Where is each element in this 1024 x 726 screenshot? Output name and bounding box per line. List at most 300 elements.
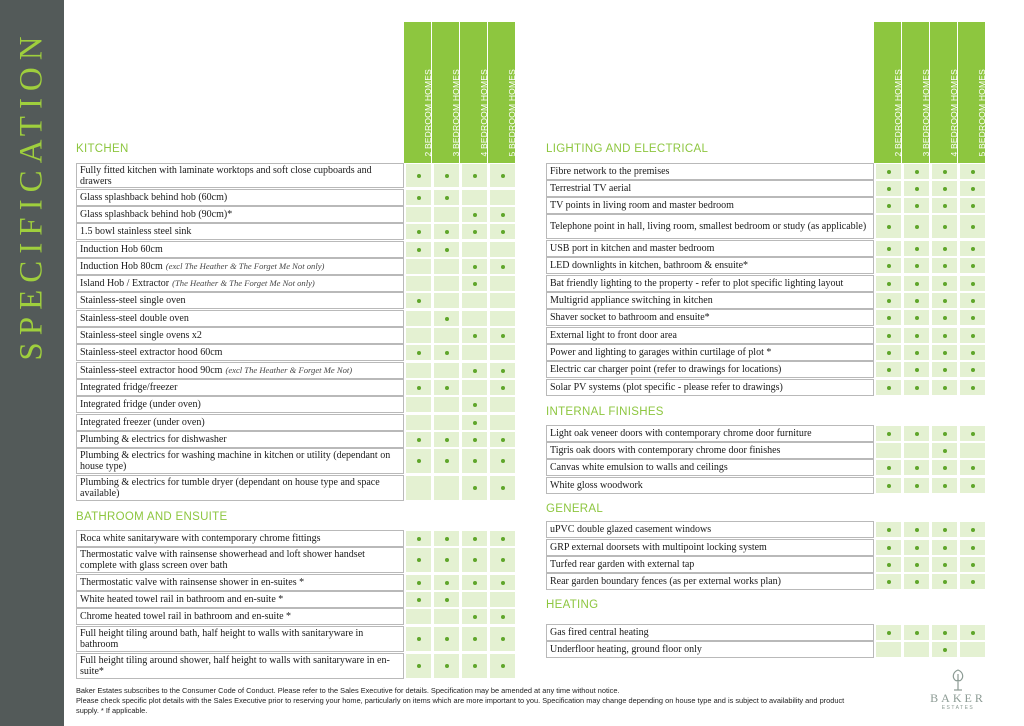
table-row [546, 459, 986, 476]
row-label [546, 573, 874, 590]
table-row [546, 379, 986, 396]
included-dot-icon [461, 258, 488, 275]
row-label [76, 379, 404, 396]
row-label-text: Gas fired central heating [550, 627, 649, 638]
column-header-label: 2 BEDROOM HOMES [422, 69, 433, 157]
table-row [546, 361, 986, 378]
empty-cell [489, 241, 516, 258]
row-label-text: Induction Hob 80cm [80, 261, 163, 272]
column-header-group [404, 22, 516, 163]
row-label-note: (excl The Heather & The Forget Me Not only) [165, 261, 325, 271]
row-label [546, 257, 874, 274]
included-dot-icon [931, 477, 958, 494]
table-row [76, 414, 516, 431]
row-label-text: TV points in living room and master bedroom [550, 200, 734, 211]
row-label-text: Chrome heated towel rail in bathroom and en-suite * [80, 611, 292, 622]
section-title: KITCHEN [76, 143, 129, 155]
table-row [76, 163, 516, 188]
included-dot-icon [461, 223, 488, 240]
included-dot-icon [959, 240, 986, 257]
included-dot-icon [931, 539, 958, 556]
column-header-label: 4 BEDROOM HOMES [948, 69, 959, 157]
empty-cell [433, 475, 460, 501]
row-label [76, 223, 404, 240]
included-dot-icon [405, 591, 432, 608]
row-label-text: Tigris oak doors with contemporary chrome door finishes [550, 445, 781, 456]
row-label-text: Shaver socket to bathroom and ensuite* [550, 312, 710, 323]
table-row [76, 653, 516, 679]
included-dot-icon [875, 379, 902, 396]
column-header-label: 4 BEDROOM HOMES [478, 69, 489, 157]
included-dot-icon [959, 197, 986, 214]
table-row [546, 327, 986, 344]
included-dot-icon [875, 292, 902, 309]
included-dot-icon [931, 197, 958, 214]
row-label-text: Thermostatic valve with rainsense shower in en-suites * [80, 577, 305, 588]
footer-line-2: Please check specific plot details with the Sales Executive prior to reserving your home, particularly on items which are more important to you. Specification may change depending on house type and is subject to availability and product supply. * If applicable. [76, 696, 845, 715]
section-title: HEATING [546, 599, 599, 611]
row-label-text: LED downlights in kitchen, bathroom & ensuite* [550, 260, 749, 271]
included-dot-icon [875, 197, 902, 214]
empty-cell [405, 475, 432, 501]
empty-cell [433, 292, 460, 309]
row-label [546, 309, 874, 326]
included-dot-icon [931, 309, 958, 326]
included-dot-icon [903, 275, 930, 292]
included-dot-icon [489, 547, 516, 573]
included-dot-icon [931, 379, 958, 396]
table-row [76, 344, 516, 361]
empty-cell [405, 608, 432, 625]
included-dot-icon [903, 425, 930, 442]
table-row [76, 396, 516, 413]
row-label-text: GRP external doorsets with multipoint locking system [550, 542, 767, 553]
included-dot-icon [461, 547, 488, 573]
included-dot-icon [489, 206, 516, 223]
included-dot-icon [433, 379, 460, 396]
table-row [546, 309, 986, 326]
empty-cell [433, 275, 460, 292]
column-header-label: 3 BEDROOM HOMES [450, 69, 461, 157]
empty-cell [433, 206, 460, 223]
included-dot-icon [461, 362, 488, 379]
empty-cell [405, 206, 432, 223]
included-dot-icon [875, 556, 902, 573]
empty-cell [489, 275, 516, 292]
table-row [546, 197, 986, 214]
included-dot-icon [489, 431, 516, 448]
row-label [546, 361, 874, 378]
row-label [76, 241, 404, 258]
row-label-text: Plumbing & electrics for washing machine in kitchen or utility (dependant on house type) [80, 450, 391, 472]
footer-line-1: Baker Estates subscribes to the Consumer Code of Conduct. Please refer to the Sales Executive for details. Specification may be amended at any time without notice. [76, 686, 620, 695]
included-dot-icon [903, 214, 930, 239]
included-dot-icon [875, 521, 902, 538]
section-title: BATHROOM AND ENSUITE [76, 511, 228, 523]
row-label-text: White heated towel rail in bathroom and en-suite * [80, 594, 284, 605]
row-label-text: Induction Hob 60cm [80, 244, 163, 255]
row-label-text: 1.5 bowl stainless steel sink [80, 226, 192, 237]
empty-cell [433, 327, 460, 344]
row-label-text: Multigrid appliance switching in kitchen [550, 295, 713, 306]
included-dot-icon [931, 180, 958, 197]
included-dot-icon [461, 414, 488, 431]
included-dot-icon [405, 163, 432, 188]
empty-cell [405, 327, 432, 344]
included-dot-icon [959, 309, 986, 326]
row-label [546, 539, 874, 556]
row-label [76, 396, 404, 413]
row-label [546, 641, 874, 658]
table-row [76, 608, 516, 625]
included-dot-icon [405, 626, 432, 652]
included-dot-icon [875, 327, 902, 344]
row-label [76, 626, 404, 652]
row-label-text: Full height tiling around bath, half height to walls with sanitaryware in bathroom [80, 628, 364, 650]
row-label [76, 206, 404, 223]
included-dot-icon [903, 309, 930, 326]
section-title: INTERNAL FINISHES [546, 406, 664, 418]
included-dot-icon [931, 573, 958, 590]
row-label-text: Fully fitted kitchen with laminate worktops and soft close cupboards and drawers [80, 164, 372, 187]
included-dot-icon [959, 573, 986, 590]
empty-cell [433, 258, 460, 275]
column-header [432, 22, 459, 163]
included-dot-icon [405, 431, 432, 448]
row-label-text: Terrestrial TV aerial [550, 183, 632, 194]
included-dot-icon [931, 257, 958, 274]
logo-name: BAKER [930, 691, 986, 705]
row-label-text: Thermostatic valve with rainsense showerhead and loft shower handset complete with glass screen over bath [80, 549, 365, 571]
row-label [546, 240, 874, 257]
included-dot-icon [489, 653, 516, 679]
included-dot-icon [959, 521, 986, 538]
row-label-text: Plumbing & electrics for tumble dryer (dependant on house type and space available) [80, 477, 380, 499]
included-dot-icon [875, 309, 902, 326]
row-label-text: White gloss woodwork [550, 480, 643, 491]
row-label [76, 431, 404, 448]
row-label-text: Roca white sanitaryware with contemporary chrome fittings [80, 533, 321, 544]
row-label-text: Stainless-steel double oven [80, 313, 189, 324]
included-dot-icon [903, 163, 930, 180]
table-row [546, 573, 986, 590]
included-dot-icon [903, 257, 930, 274]
included-dot-icon [433, 163, 460, 188]
empty-cell [461, 189, 488, 206]
column-header [930, 22, 957, 163]
included-dot-icon [931, 425, 958, 442]
table-row [546, 163, 986, 180]
row-label [546, 197, 874, 214]
included-dot-icon [903, 459, 930, 476]
included-dot-icon [489, 530, 516, 547]
table-row [76, 547, 516, 573]
table-row [76, 475, 516, 501]
empty-cell [461, 591, 488, 608]
included-dot-icon [959, 624, 986, 641]
included-dot-icon [903, 327, 930, 344]
row-label-text: Power and lighting to garages within curtilage of plot * [550, 347, 772, 358]
included-dot-icon [959, 425, 986, 442]
empty-cell [489, 310, 516, 327]
row-label [76, 189, 404, 206]
row-label-text: Electric car charger point (refer to drawings for locations) [550, 364, 782, 375]
row-label-text: Light oak veneer doors with contemporary chrome door furniture [550, 428, 812, 439]
row-label [76, 258, 404, 275]
row-label [76, 163, 404, 188]
empty-cell [489, 344, 516, 361]
included-dot-icon [461, 448, 488, 474]
empty-cell [489, 396, 516, 413]
row-label-text: Full height tiling around shower, half height to walls with sanitaryware in en-suite* [80, 655, 390, 677]
included-dot-icon [931, 275, 958, 292]
included-dot-icon [461, 396, 488, 413]
row-label [76, 448, 404, 474]
included-dot-icon [433, 448, 460, 474]
included-dot-icon [875, 344, 902, 361]
row-label [546, 425, 874, 442]
included-dot-icon [875, 240, 902, 257]
column-header-label: 3 BEDROOM HOMES [920, 69, 931, 157]
sidebar-title: SPECIFICATION [13, 29, 50, 361]
row-label-text: Bat friendly lighting to the property - refer to plot specific lighting layout [550, 278, 844, 289]
included-dot-icon [433, 241, 460, 258]
table-row [546, 257, 986, 274]
empty-cell [903, 442, 930, 459]
table-row [546, 641, 986, 658]
table-row [546, 292, 986, 309]
included-dot-icon [875, 573, 902, 590]
section-title: LIGHTING AND ELECTRICAL [546, 143, 709, 155]
included-dot-icon [903, 292, 930, 309]
included-dot-icon [875, 425, 902, 442]
column-header [874, 22, 901, 163]
included-dot-icon [405, 223, 432, 240]
row-label [76, 653, 404, 679]
included-dot-icon [489, 223, 516, 240]
table-row [546, 275, 986, 292]
empty-cell [489, 292, 516, 309]
included-dot-icon [875, 624, 902, 641]
included-dot-icon [405, 448, 432, 474]
row-label-text: External light to front door area [550, 330, 677, 341]
row-label [546, 327, 874, 344]
row-label-text: Telephone point in hall, living room, smallest bedroom or study (as applicable) [550, 221, 867, 232]
included-dot-icon [461, 608, 488, 625]
row-label [546, 379, 874, 396]
included-dot-icon [903, 573, 930, 590]
included-dot-icon [405, 574, 432, 591]
row-label [76, 344, 404, 361]
included-dot-icon [405, 292, 432, 309]
included-dot-icon [433, 530, 460, 547]
table-row [546, 180, 986, 197]
table-row [546, 344, 986, 361]
row-label [546, 163, 874, 180]
column-header [404, 22, 431, 163]
empty-cell [875, 641, 902, 658]
table-row [546, 556, 986, 573]
included-dot-icon [405, 189, 432, 206]
included-dot-icon [931, 641, 958, 658]
row-label-text: Integrated fridge (under oven) [80, 399, 201, 410]
empty-cell [461, 344, 488, 361]
included-dot-icon [959, 539, 986, 556]
row-label-text: Island Hob / Extractor [80, 278, 170, 289]
table-row [76, 223, 516, 240]
row-label [76, 591, 404, 608]
included-dot-icon [875, 459, 902, 476]
included-dot-icon [433, 574, 460, 591]
included-dot-icon [433, 547, 460, 573]
included-dot-icon [405, 344, 432, 361]
column-header-label: 2 BEDROOM HOMES [892, 69, 903, 157]
row-label [546, 459, 874, 476]
empty-cell [433, 362, 460, 379]
included-dot-icon [489, 608, 516, 625]
included-dot-icon [903, 344, 930, 361]
included-dot-icon [461, 574, 488, 591]
row-label-text: Rear garden boundary fences (as per external works plan) [550, 576, 782, 587]
row-label-text: Stainless-steel single ovens x2 [80, 330, 202, 341]
included-dot-icon [489, 626, 516, 652]
row-label [546, 477, 874, 494]
included-dot-icon [931, 459, 958, 476]
row-label-text: Integrated freezer (under oven) [80, 417, 205, 428]
table-row [76, 327, 516, 344]
included-dot-icon [461, 626, 488, 652]
included-dot-icon [875, 163, 902, 180]
included-dot-icon [931, 361, 958, 378]
included-dot-icon [959, 379, 986, 396]
table-row [76, 258, 516, 275]
row-label [546, 275, 874, 292]
empty-cell [489, 414, 516, 431]
row-label [76, 530, 404, 547]
included-dot-icon [959, 214, 986, 239]
baker-estates-logo [918, 668, 998, 711]
row-label-text: Underfloor heating, ground floor only [550, 644, 702, 655]
included-dot-icon [903, 180, 930, 197]
empty-cell [405, 414, 432, 431]
row-label [76, 292, 404, 309]
included-dot-icon [903, 477, 930, 494]
included-dot-icon [461, 431, 488, 448]
empty-cell [405, 396, 432, 413]
included-dot-icon [959, 163, 986, 180]
column-header-label: 5 BEDROOM HOMES [976, 69, 987, 157]
row-label [76, 362, 404, 379]
included-dot-icon [489, 258, 516, 275]
row-label [76, 310, 404, 327]
included-dot-icon [931, 521, 958, 538]
included-dot-icon [461, 653, 488, 679]
empty-cell [405, 258, 432, 275]
empty-cell [875, 442, 902, 459]
included-dot-icon [959, 327, 986, 344]
row-label-text: Fibre network to the premises [550, 166, 670, 177]
row-label [76, 574, 404, 591]
table-row [546, 521, 986, 538]
included-dot-icon [405, 530, 432, 547]
row-label-text: Turfed rear garden with external tap [550, 559, 695, 570]
row-label [546, 214, 874, 239]
table-row [76, 189, 516, 206]
column-header [488, 22, 515, 163]
included-dot-icon [489, 362, 516, 379]
included-dot-icon [405, 653, 432, 679]
column-header-label: 5 BEDROOM HOMES [506, 69, 517, 157]
tree-logo-icon [947, 668, 969, 692]
included-dot-icon [489, 574, 516, 591]
included-dot-icon [931, 344, 958, 361]
empty-cell [489, 189, 516, 206]
sidebar [0, 0, 64, 726]
included-dot-icon [931, 214, 958, 239]
row-label-text: uPVC double glazed casement windows [550, 524, 712, 535]
row-label [76, 547, 404, 573]
included-dot-icon [959, 257, 986, 274]
included-dot-icon [931, 163, 958, 180]
table-row [76, 292, 516, 309]
included-dot-icon [959, 459, 986, 476]
included-dot-icon [903, 556, 930, 573]
column-header [460, 22, 487, 163]
empty-cell [959, 442, 986, 459]
included-dot-icon [405, 379, 432, 396]
included-dot-icon [875, 477, 902, 494]
table-row [76, 574, 516, 591]
table-row [76, 275, 516, 292]
included-dot-icon [959, 275, 986, 292]
row-label [76, 475, 404, 501]
row-label-text: Plumbing & electrics for dishwasher [80, 434, 227, 445]
empty-cell [405, 310, 432, 327]
included-dot-icon [875, 539, 902, 556]
included-dot-icon [433, 591, 460, 608]
included-dot-icon [433, 344, 460, 361]
row-label-text: Glass splashback behind hob (60cm) [80, 192, 228, 203]
table-row [76, 591, 516, 608]
included-dot-icon [433, 653, 460, 679]
table-row [76, 379, 516, 396]
row-label-text: Integrated fridge/freezer [80, 382, 178, 393]
included-dot-icon [875, 275, 902, 292]
row-label [546, 556, 874, 573]
table-row [76, 310, 516, 327]
included-dot-icon [461, 327, 488, 344]
table-row [546, 442, 986, 459]
section-title: GENERAL [546, 503, 604, 515]
table-row [76, 241, 516, 258]
included-dot-icon [931, 556, 958, 573]
table-row [76, 530, 516, 547]
included-dot-icon [903, 624, 930, 641]
included-dot-icon [903, 521, 930, 538]
included-dot-icon [875, 214, 902, 239]
table-row [76, 362, 516, 379]
included-dot-icon [903, 197, 930, 214]
included-dot-icon [461, 530, 488, 547]
empty-cell [489, 591, 516, 608]
included-dot-icon [461, 206, 488, 223]
included-dot-icon [875, 180, 902, 197]
included-dot-icon [433, 431, 460, 448]
included-dot-icon [489, 163, 516, 188]
included-dot-icon [461, 275, 488, 292]
empty-cell [433, 414, 460, 431]
included-dot-icon [433, 223, 460, 240]
